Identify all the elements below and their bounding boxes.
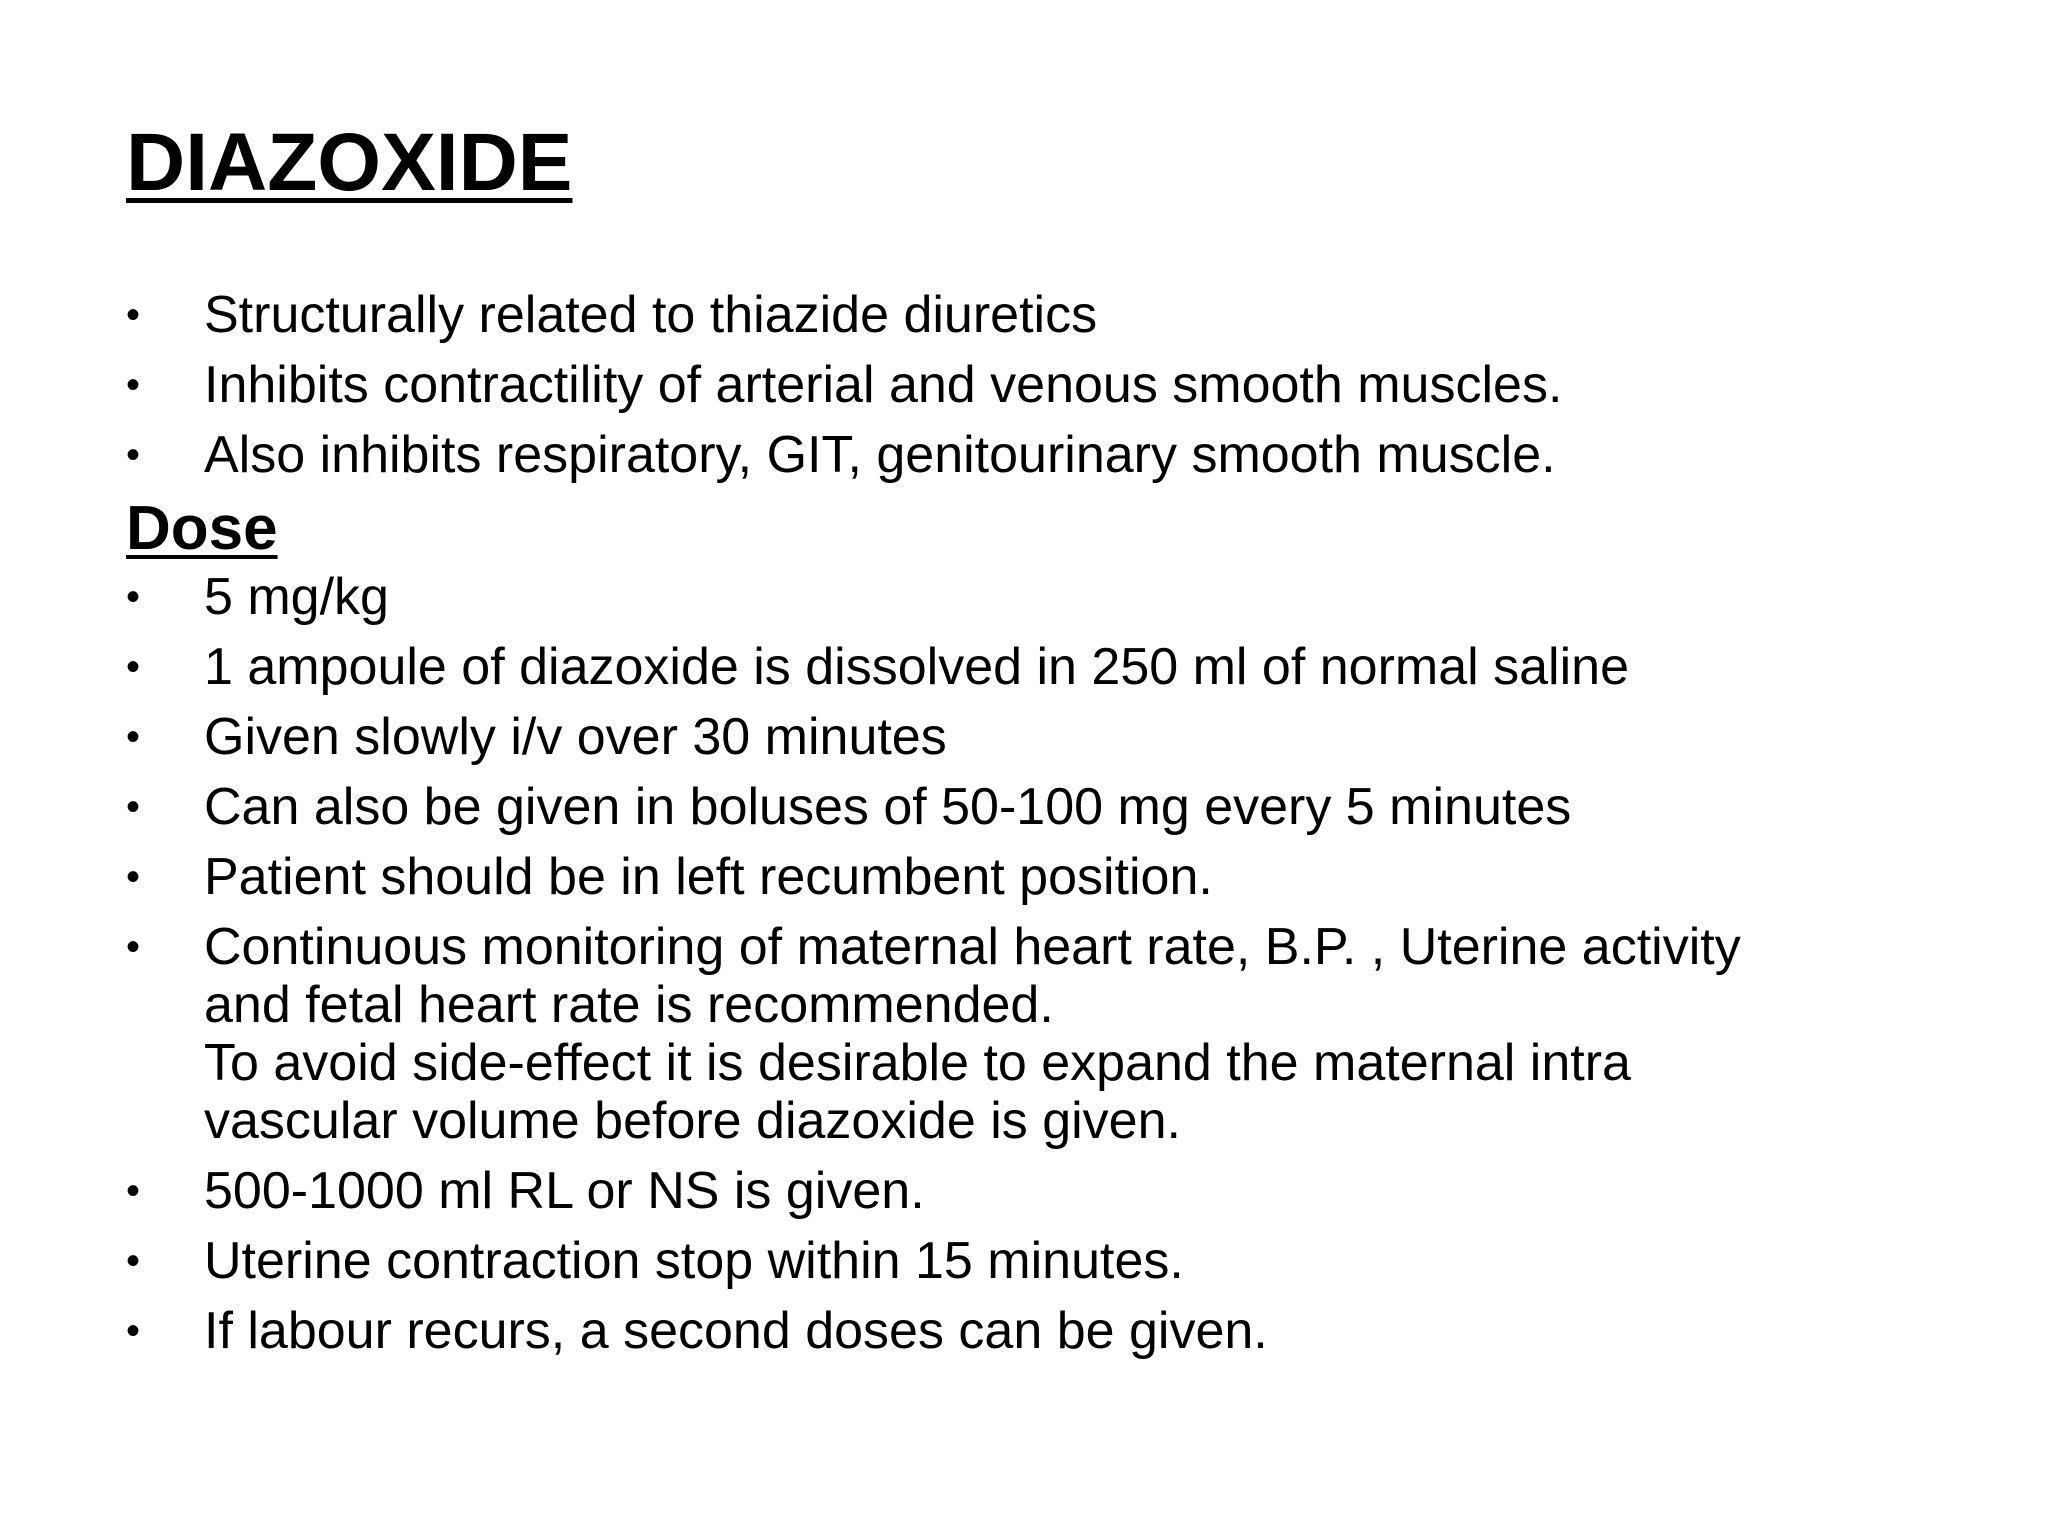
bullet-icon: • [126,715,141,759]
list-item [126,778,1986,836]
dose-list [126,568,1986,1360]
bullet-icon: • [126,785,141,829]
list-item-text: 500-1000 ml RL or NS is given. [204,1162,925,1220]
list-item-text: Structurally related to thiazide diuretics [204,286,1098,344]
bullet-icon: • [126,925,141,969]
slide-content [126,286,1986,1372]
list-item [126,356,1986,414]
list-item-text: 5 mg/kg [204,568,389,626]
list-item [126,286,1986,344]
bullet-icon: • [126,1239,141,1283]
list-item-text: Patient should be in left recumbent position. [204,848,1213,906]
bullet-icon: • [126,855,141,899]
bullet-icon: • [126,293,141,337]
bullet-icon: • [126,1169,141,1213]
monitoring-line-3: To avoid side-effect it is desirable to expand the maternal intra [204,1034,1631,1092]
monitoring-line-4: vascular volume before diazoxide is given. [204,1092,1181,1150]
list-item-text: Inhibits contractility of arterial and venous smooth muscles. [204,356,1563,414]
bullet-icon: • [126,645,141,689]
list-item [126,426,1986,484]
list-item [126,708,1986,766]
bullet-icon: • [126,363,141,407]
slide-title: DIAZOXIDE [126,117,573,208]
monitoring-line-1: Continuous monitoring of maternal heart rate, B.P. , Uterine activity [204,918,1741,976]
intro-list [126,286,1986,484]
list-item [126,1232,1986,1290]
list-item-text: Also inhibits respiratory, GIT, genitourinary smooth muscle. [204,426,1556,484]
list-item [126,1302,1986,1360]
list-item [126,1162,1986,1220]
list-item-text: Given slowly i/v over 30 minutes [204,708,947,766]
monitoring-line-2: and fetal heart rate is recommended. [204,976,1054,1034]
list-item-text: Uterine contraction stop within 15 minutes. [204,1232,1184,1290]
bullet-icon: • [126,1309,141,1353]
bullet-icon: • [126,575,141,619]
list-item-text: If labour recurs, a second doses can be given. [204,1302,1268,1360]
bullet-icon: • [126,433,141,477]
dose-heading: Dose [126,494,278,563]
list-item-text: Can also be given in boluses of 50-100 mg every 5 minutes [204,778,1572,836]
list-item-monitoring [126,918,1986,1150]
list-item-text: 1 ampoule of diazoxide is dissolved in 250 ml of normal saline [204,638,1629,696]
list-item [126,568,1986,626]
list-item [126,848,1986,906]
list-item [126,638,1986,696]
